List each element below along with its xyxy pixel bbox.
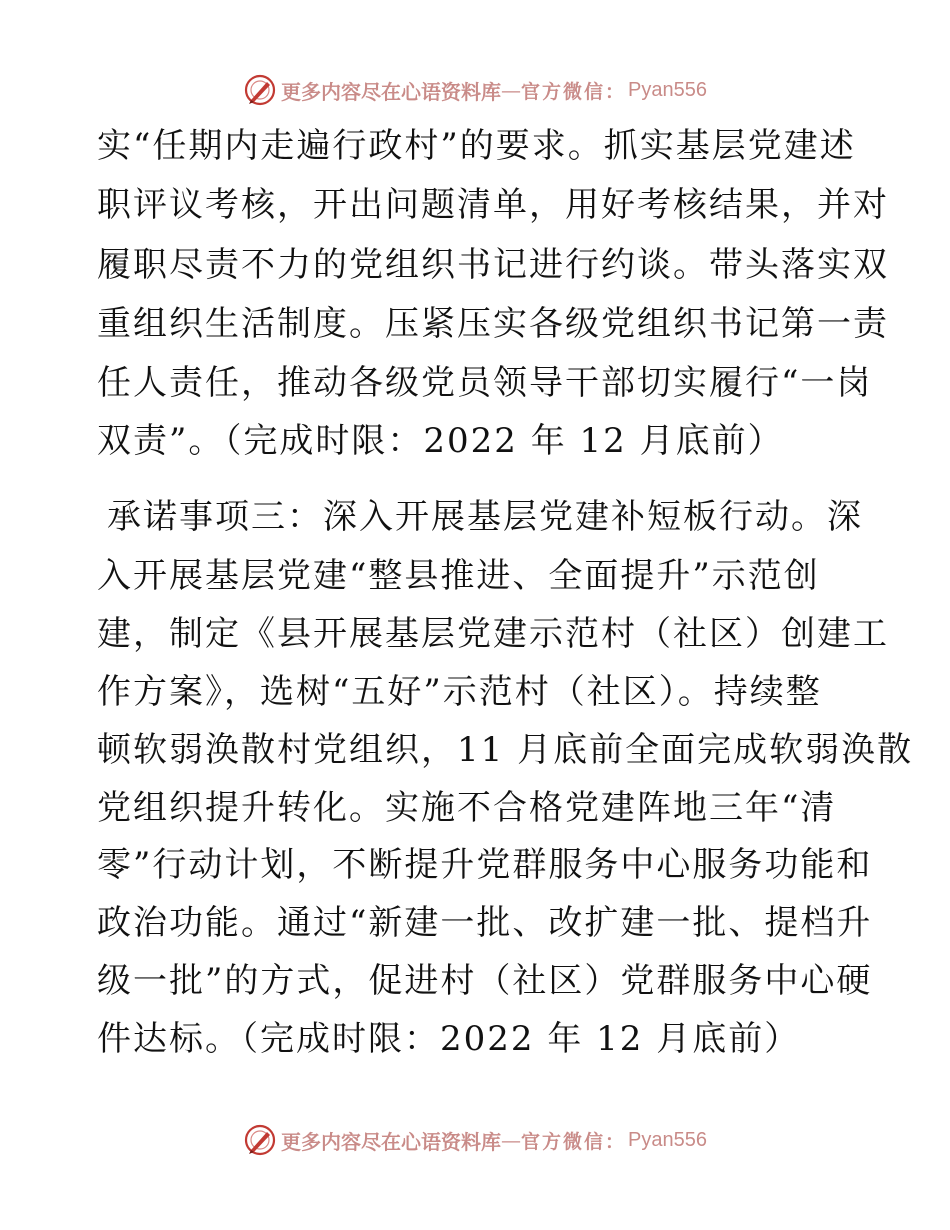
watermark-wechat-label: 官方微信：	[521, 80, 627, 103]
header-watermark	[0, 70, 950, 110]
watermark-site-text: 更多内容尽在心语资料库	[281, 79, 501, 104]
paragraph-1-line-6: 双责”。（完成时限：2022 年 12 月底前）	[97, 421, 784, 461]
paragraph-1-line-1: 实“任期内走遍行政村”的要求。抓实基层党建述	[97, 126, 856, 166]
paragraph-2-line-5: 顿软弱涣散村党组织，11 月底前全面完成软弱涣散	[97, 730, 914, 770]
paragraph-2-line-3: 建，制定《县开展基层党建示范村（社区）创建工	[97, 614, 889, 654]
paragraph-2-line-4: 作方案》，选树“五好”示范村（社区）。持续整	[97, 672, 822, 712]
watermark-separator: —	[501, 1128, 521, 1152]
watermark-wechat-id: Pyan556	[628, 78, 707, 101]
paragraph-2-line-7: 零”行动计划，不断提升党群服务中心服务功能和	[97, 845, 873, 885]
watermark-separator: —	[501, 78, 521, 102]
paragraph-1-line-2: 职评议考核，开出问题清单，用好考核结果，并对	[97, 185, 889, 225]
footer-watermark	[0, 1120, 950, 1160]
paragraph-2-line-2: 入开展基层党建“整县推进、全面提升”示范创	[97, 556, 820, 596]
paragraph-2-line-6: 党组织提升转化。实施不合格党建阵地三年“清	[97, 788, 837, 828]
watermark-site-text: 更多内容尽在心语资料库	[281, 1129, 501, 1154]
watermark-wechat-label: 官方微信：	[521, 1130, 627, 1153]
paragraph-2-line-10: 件达标。（完成时限：2022 年 12 月底前）	[97, 1019, 801, 1059]
pen-logo-icon	[243, 73, 277, 107]
paragraph-2-line-9: 级一批”的方式，促进村（社区）党群服务中心硬	[97, 961, 873, 1001]
pen-logo-icon	[243, 1123, 277, 1157]
paragraph-1-line-3: 履职尽责不力的党组织书记进行约谈。带头落实双	[97, 245, 889, 285]
paragraph-2-line-1: 承诺事项三：深入开展基层党建补短板行动。深	[107, 497, 863, 537]
watermark-wechat-id: Pyan556	[628, 1128, 707, 1151]
paragraph-2-line-8: 政治功能。通过“新建一批、改扩建一批、提档升	[97, 903, 873, 943]
paragraph-1-line-5: 任人责任，推动各级党员领导干部切实履行“一岗	[97, 363, 873, 403]
paragraph-1-line-4: 重组织生活制度。压紧压实各级党组织书记第一责	[97, 304, 889, 344]
